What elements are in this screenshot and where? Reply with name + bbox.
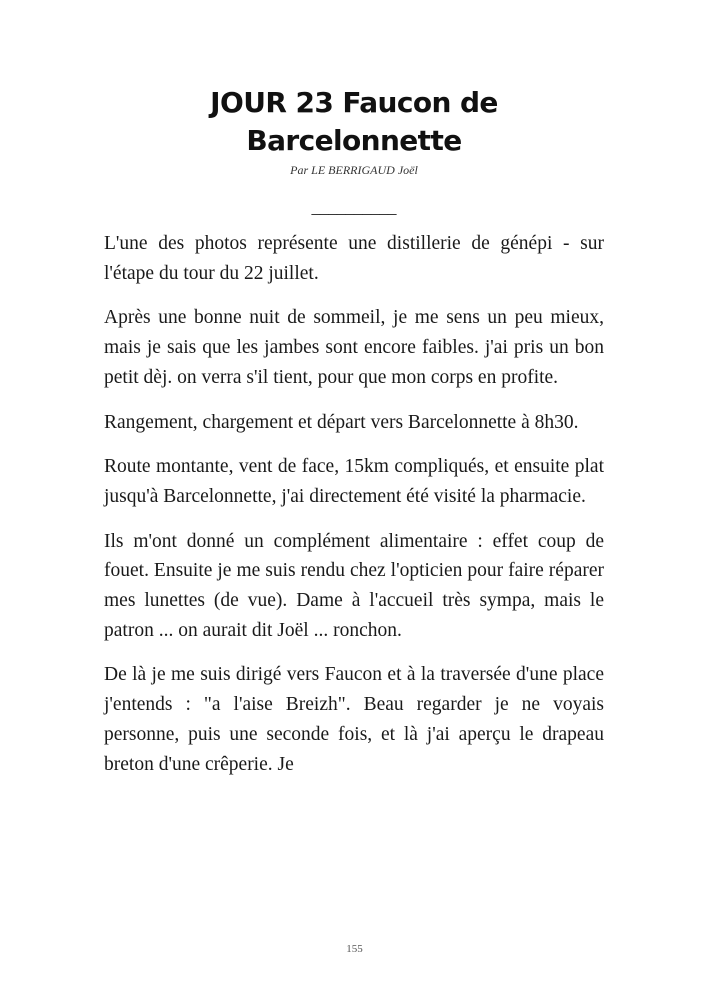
- author-byline: Par LE BERRIGAUD Joël: [290, 163, 418, 177]
- page-number: 155: [346, 943, 363, 955]
- article-body: [104, 229, 604, 794]
- paragraph-4: Route montante, vent de face, 15km compliqués, et ensuite plat jusqu'à Barcelonnette, j'ai directement été visité la pharmacie.: [104, 456, 604, 507]
- paragraph-2: Après une bonne nuit de sommeil, je me sens un peu mieux, mais je sais que les jambes sont encore faibles. j'ai pris un bon petit dèj. on verra s'il tient, pour que mon corps en profite.: [104, 307, 604, 388]
- paragraph-5: Ils m'ont donné un complément alimentaire : effet coup de fouet. Ensuite je me suis rendu chez l'opticien pour faire réparer mes lunettes (de vue). Dame à l'accueil très sympa, mais le patron ... on aurait dit Joël ... ronchon.: [104, 530, 604, 641]
- paragraph-6: De là je me suis dirigé vers Faucon et à la traversée d'une place j'entends : "a l'aise Breizh". Beau regarder je ne voyais personne, puis une seconde fois, et là j'ai aperçu le drapeau breton d'une crêperie. Je: [104, 664, 604, 775]
- title-separator: __________: [311, 198, 397, 217]
- paragraph-1: L'une des photos représente une distillerie de génépi - sur l'étape du tour du 22 juillet.: [104, 233, 604, 284]
- paragraph-3: Rangement, chargement et départ vers Barcelonnette à 8h30.: [104, 411, 579, 433]
- title-line-2: Barcelonnette: [246, 124, 462, 157]
- title-line-1: JOUR 23 Faucon de: [210, 86, 498, 119]
- page-title: [104, 84, 604, 160]
